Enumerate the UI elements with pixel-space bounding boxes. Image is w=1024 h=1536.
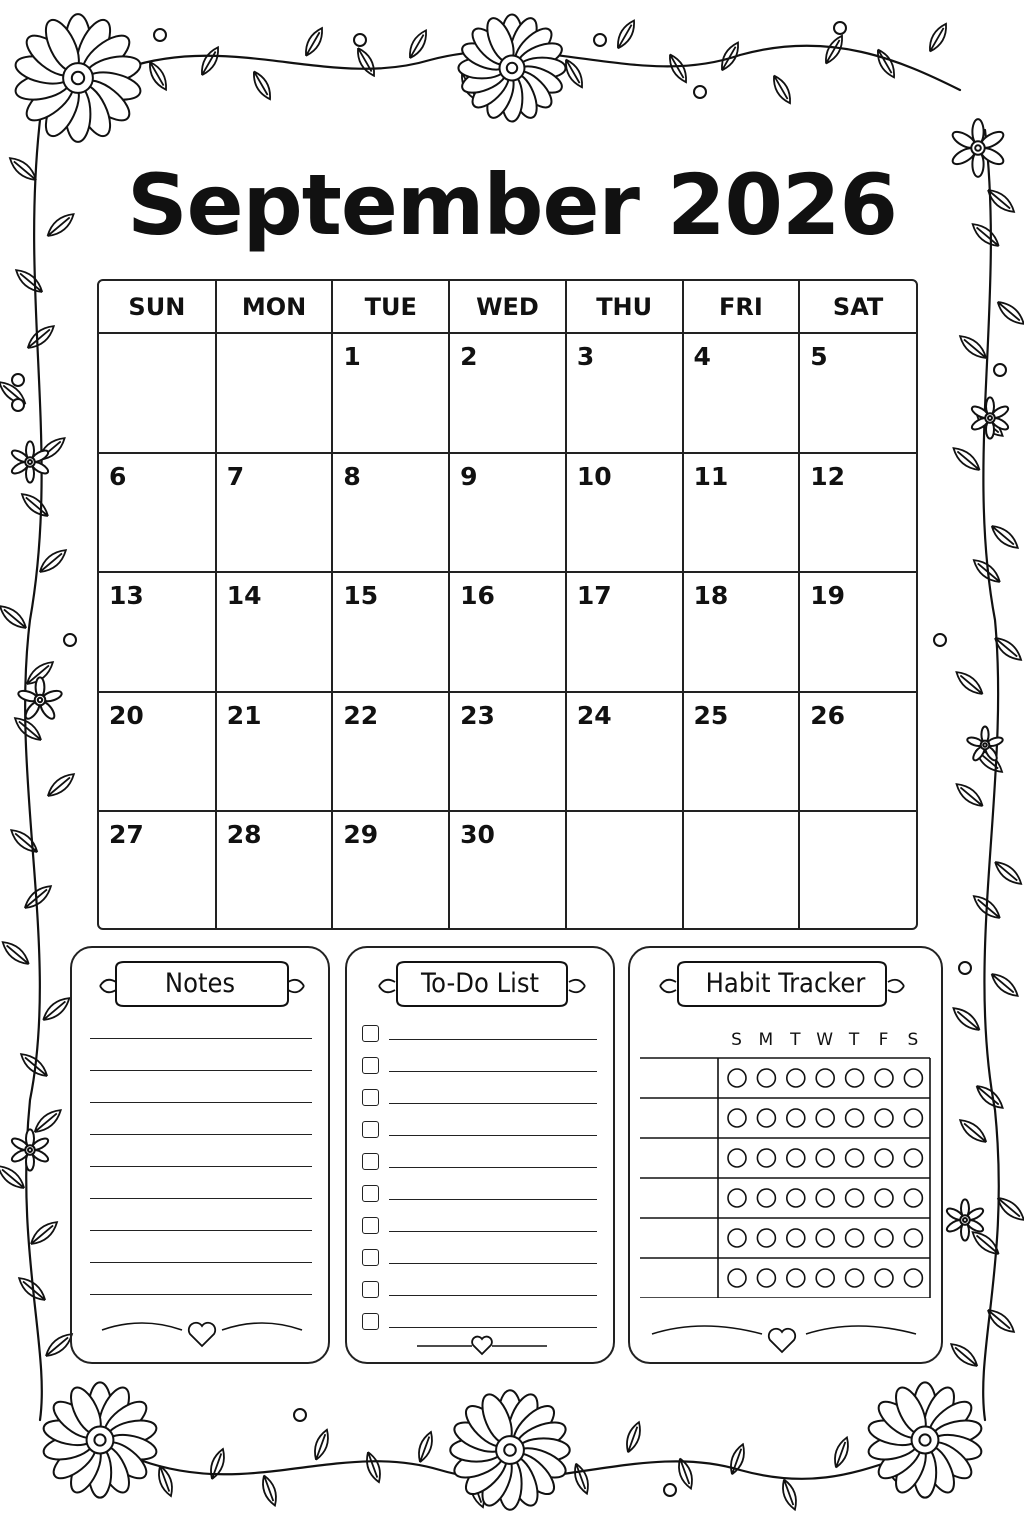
berry xyxy=(934,634,946,646)
todo-checkbox[interactable] xyxy=(362,1025,379,1042)
habit-circle[interactable] xyxy=(904,1069,922,1087)
habit-tracker-title: Habit Tracker xyxy=(705,968,866,999)
leaf xyxy=(779,1478,800,1512)
leaf-shape xyxy=(24,322,57,353)
leaf xyxy=(249,69,274,102)
note-line[interactable] xyxy=(90,1198,312,1199)
leaf-shape xyxy=(988,522,1021,553)
todo-panel xyxy=(345,946,615,1364)
leaf-shape xyxy=(561,57,586,90)
todo-checkbox[interactable] xyxy=(362,1249,379,1266)
leaf xyxy=(950,444,983,475)
leaf xyxy=(415,1430,436,1464)
flower xyxy=(945,1199,985,1240)
week-row xyxy=(99,333,916,453)
day-cell: 12 xyxy=(799,453,916,573)
flower xyxy=(13,14,143,142)
day-cell xyxy=(566,811,683,928)
leaf xyxy=(353,45,378,78)
flower-dot xyxy=(983,743,987,747)
leaf-shape xyxy=(623,1420,644,1454)
leaf-shape xyxy=(259,1474,280,1508)
weekday-tue: TUE xyxy=(332,281,449,333)
day-cell: 7 xyxy=(216,453,333,573)
habit-circle[interactable] xyxy=(904,1189,922,1207)
habit-grid xyxy=(640,1056,932,1298)
leaf xyxy=(988,970,1021,1001)
day-cell: 2 xyxy=(449,333,566,453)
habit-circle[interactable] xyxy=(787,1109,805,1127)
day-cell: 15 xyxy=(332,572,449,692)
leaf-shape xyxy=(197,45,222,78)
leaf-shape xyxy=(994,298,1024,329)
leaf xyxy=(953,668,986,699)
leaf-shape xyxy=(991,858,1024,889)
note-line[interactable] xyxy=(90,1166,312,1167)
habit-circle[interactable] xyxy=(846,1229,864,1247)
day-cell: 17 xyxy=(566,572,683,692)
berry xyxy=(12,374,24,386)
leaf-shape xyxy=(8,826,41,857)
leaf xyxy=(44,770,77,801)
vine xyxy=(25,120,42,1420)
day-cell: 13 xyxy=(99,572,216,692)
day-cell: 22 xyxy=(332,692,449,812)
todo-line[interactable] xyxy=(389,1231,597,1232)
berry xyxy=(994,364,1006,376)
todo-checkbox[interactable] xyxy=(362,1089,379,1106)
leaf-shape xyxy=(36,546,69,577)
calendar-grid xyxy=(97,279,918,930)
leaf xyxy=(831,1436,852,1470)
habit-circle[interactable] xyxy=(875,1149,893,1167)
leaf xyxy=(259,1474,280,1508)
habit-day-label: S xyxy=(731,1030,742,1050)
day-cell: 3 xyxy=(566,333,683,453)
weekday-header-row xyxy=(99,281,916,333)
todo-line[interactable] xyxy=(389,1199,597,1200)
leaf-shape xyxy=(415,1430,436,1464)
flower-dot xyxy=(988,416,992,420)
berry xyxy=(694,86,706,98)
flower-dot xyxy=(28,460,32,464)
weekday-mon: MON xyxy=(216,281,333,333)
leaf-shape xyxy=(0,938,32,969)
weekday-thu: THU xyxy=(566,281,683,333)
leaf-shape xyxy=(12,266,45,297)
leaf-shape xyxy=(31,1106,64,1137)
leaf-shape xyxy=(948,1340,981,1371)
day-cell xyxy=(99,333,216,453)
habit-circle[interactable] xyxy=(787,1229,805,1247)
note-line[interactable] xyxy=(90,1262,312,1263)
todo-line[interactable] xyxy=(389,1327,597,1328)
habit-circle[interactable] xyxy=(904,1109,922,1127)
habit-circle[interactable] xyxy=(846,1109,864,1127)
leaf xyxy=(207,1447,228,1481)
leaf xyxy=(973,1082,1006,1113)
leaf-shape xyxy=(405,28,430,61)
day-cell: 9 xyxy=(449,453,566,573)
todo-checkbox[interactable] xyxy=(362,1313,379,1330)
todo-title: To-Do List xyxy=(420,968,540,999)
leaf-shape xyxy=(571,1462,592,1496)
habit-circle[interactable] xyxy=(846,1149,864,1167)
day-cell: 21 xyxy=(216,692,333,812)
leaf xyxy=(405,28,430,61)
leaf-shape xyxy=(831,1436,852,1470)
leaf xyxy=(40,994,73,1025)
leaf-shape xyxy=(249,69,274,102)
flower-dot xyxy=(507,63,517,73)
todo-line[interactable] xyxy=(389,1135,597,1136)
note-line[interactable] xyxy=(90,1134,312,1135)
habit-circle[interactable] xyxy=(728,1069,746,1087)
leaf xyxy=(8,826,41,857)
berry xyxy=(294,1409,306,1421)
flower xyxy=(970,397,1010,438)
leaf xyxy=(925,21,950,54)
habit-circle[interactable] xyxy=(728,1189,746,1207)
habit-circle[interactable] xyxy=(846,1069,864,1087)
habit-circle[interactable] xyxy=(816,1109,834,1127)
day-cell: 16 xyxy=(449,572,566,692)
day-cell: 24 xyxy=(566,692,683,812)
todo-checkbox[interactable] xyxy=(362,1281,379,1298)
habit-circle[interactable] xyxy=(757,1229,775,1247)
flower xyxy=(10,1129,50,1170)
flower-dot xyxy=(504,1444,516,1456)
leaf xyxy=(821,33,846,66)
berry xyxy=(664,1484,676,1496)
todo-checkbox[interactable] xyxy=(362,1121,379,1138)
weekday-fri: FRI xyxy=(683,281,800,333)
note-line[interactable] xyxy=(90,1038,312,1039)
leaf xyxy=(301,25,326,58)
habit-circle[interactable] xyxy=(757,1069,775,1087)
habit-circle[interactable] xyxy=(875,1069,893,1087)
day-cell: 1 xyxy=(332,333,449,453)
leaf xyxy=(623,1420,644,1454)
habit-circle[interactable] xyxy=(757,1189,775,1207)
leaf-shape xyxy=(953,668,986,699)
habit-day-label: S xyxy=(907,1030,919,1050)
habit-circle[interactable] xyxy=(816,1189,834,1207)
habit-circle[interactable] xyxy=(787,1069,805,1087)
berry xyxy=(354,34,366,46)
leaf xyxy=(36,546,69,577)
habit-circle[interactable] xyxy=(904,1269,922,1287)
habit-day-label: M xyxy=(758,1030,774,1050)
leaf xyxy=(948,1340,981,1371)
page-title: September 2026 xyxy=(127,156,897,254)
habit-circle[interactable] xyxy=(875,1269,893,1287)
todo-checkbox[interactable] xyxy=(362,1057,379,1074)
leaf xyxy=(12,266,45,297)
leaf xyxy=(0,602,30,633)
flower-dot xyxy=(38,698,42,702)
day-cell xyxy=(216,333,333,453)
berry xyxy=(594,34,606,46)
flower-dot xyxy=(72,72,84,84)
todo-banner-decoration xyxy=(347,948,617,1366)
habit-circle[interactable] xyxy=(757,1149,775,1167)
leaf-shape xyxy=(973,1082,1006,1113)
weekday-sat: SAT xyxy=(799,281,916,333)
flower xyxy=(458,14,565,121)
leaf xyxy=(24,322,57,353)
todo-line[interactable] xyxy=(389,1071,597,1072)
note-line[interactable] xyxy=(90,1230,312,1231)
leaf xyxy=(363,1450,384,1484)
note-line[interactable] xyxy=(90,1294,312,1295)
flower xyxy=(41,1382,158,1497)
day-cell: 4 xyxy=(683,333,800,453)
weekday-wed: WED xyxy=(449,281,566,333)
habit-circle[interactable] xyxy=(875,1109,893,1127)
leaf xyxy=(988,522,1021,553)
leaf-shape xyxy=(311,1428,332,1462)
leaf-shape xyxy=(769,73,794,106)
todo-line[interactable] xyxy=(389,1295,597,1296)
notes-title: Notes xyxy=(164,968,236,999)
notes-banner-decoration xyxy=(72,948,332,1366)
habit-day-label: T xyxy=(790,1030,801,1050)
note-line[interactable] xyxy=(90,1102,312,1103)
leaf-shape xyxy=(956,332,989,363)
leaf xyxy=(311,1428,332,1462)
habit-circle[interactable] xyxy=(846,1269,864,1287)
day-cell: 11 xyxy=(683,453,800,573)
day-cell: 23 xyxy=(449,692,566,812)
leaf xyxy=(0,938,32,969)
flower xyxy=(17,677,63,721)
vine xyxy=(983,130,999,1420)
flower-dot xyxy=(94,1434,105,1445)
todo-line[interactable] xyxy=(389,1039,597,1040)
leaf xyxy=(613,18,638,51)
day-cell: 20 xyxy=(99,692,216,812)
habit-circle[interactable] xyxy=(787,1269,805,1287)
leaf-shape xyxy=(363,1450,384,1484)
habit-circle[interactable] xyxy=(728,1229,746,1247)
week-row xyxy=(99,811,916,928)
berry xyxy=(154,29,166,41)
leaf xyxy=(953,780,986,811)
day-cell: 10 xyxy=(566,453,683,573)
day-cell: 30 xyxy=(449,811,566,928)
leaf xyxy=(665,52,690,85)
habit-circle[interactable] xyxy=(816,1149,834,1167)
note-line[interactable] xyxy=(90,1070,312,1071)
flower-dot xyxy=(919,1434,930,1445)
habit-circle[interactable] xyxy=(787,1189,805,1207)
habit-circle[interactable] xyxy=(757,1269,775,1287)
leaf-shape xyxy=(207,1447,228,1481)
leaf-shape xyxy=(145,59,170,92)
leaf-shape xyxy=(953,780,986,811)
day-cell xyxy=(683,811,800,928)
leaf xyxy=(991,858,1024,889)
leaf-shape xyxy=(301,25,326,58)
leaf xyxy=(18,490,51,521)
habit-day-label: F xyxy=(878,1030,889,1050)
todo-checkbox[interactable] xyxy=(362,1217,379,1234)
flower-dot xyxy=(28,1148,32,1152)
flower-dot xyxy=(963,1218,967,1222)
week-row xyxy=(99,453,916,573)
todo-line[interactable] xyxy=(389,1167,597,1168)
flower xyxy=(866,1382,983,1497)
leaf xyxy=(145,59,170,92)
notes-panel xyxy=(70,946,330,1364)
habit-circle[interactable] xyxy=(816,1229,834,1247)
weekday-sun: SUN xyxy=(99,281,216,333)
leaf-shape xyxy=(27,1218,60,1249)
flower xyxy=(450,1390,569,1509)
habit-circle[interactable] xyxy=(757,1109,775,1127)
berry xyxy=(959,962,971,974)
leaf-shape xyxy=(957,1116,990,1147)
leaf-shape xyxy=(925,21,950,54)
leaf-shape xyxy=(665,52,690,85)
leaf-shape xyxy=(613,18,638,51)
day-cell: 27 xyxy=(99,811,216,928)
berry xyxy=(12,399,24,411)
habit-circle[interactable] xyxy=(875,1229,893,1247)
habit-circle[interactable] xyxy=(875,1189,893,1207)
leaf-shape xyxy=(0,1162,28,1193)
leaf-shape xyxy=(44,770,77,801)
berry xyxy=(834,22,846,34)
leaf-shape xyxy=(0,602,30,633)
habit-circle[interactable] xyxy=(728,1269,746,1287)
habit-circle[interactable] xyxy=(816,1069,834,1087)
habit-day-label: W xyxy=(816,1030,834,1050)
day-cell: 26 xyxy=(799,692,916,812)
leaf xyxy=(950,1004,983,1035)
leaf xyxy=(0,1162,28,1193)
habit-circle[interactable] xyxy=(728,1149,746,1167)
leaf-shape xyxy=(950,1004,983,1035)
day-cell: 28 xyxy=(216,811,333,928)
leaf-shape xyxy=(873,47,898,80)
day-cell xyxy=(799,811,916,928)
habit-circle[interactable] xyxy=(846,1189,864,1207)
leaf xyxy=(994,298,1024,329)
habit-circle[interactable] xyxy=(904,1229,922,1247)
leaf xyxy=(956,332,989,363)
leaf xyxy=(873,47,898,80)
leaf-shape xyxy=(988,970,1021,1001)
day-cell: 8 xyxy=(332,453,449,573)
habit-circle[interactable] xyxy=(816,1269,834,1287)
leaf xyxy=(31,1106,64,1137)
leaf xyxy=(197,45,222,78)
day-cell: 29 xyxy=(332,811,449,928)
todo-checkbox[interactable] xyxy=(362,1185,379,1202)
leaf-shape xyxy=(779,1478,800,1512)
leaf xyxy=(561,57,586,90)
day-cell: 14 xyxy=(216,572,333,692)
leaf-shape xyxy=(18,490,51,521)
leaf xyxy=(27,1218,60,1249)
leaf xyxy=(769,73,794,106)
leaf-shape xyxy=(353,45,378,78)
leaf xyxy=(957,1116,990,1147)
leaf-shape xyxy=(950,444,983,475)
week-row xyxy=(99,572,916,692)
week-row xyxy=(99,692,916,812)
day-cell: 25 xyxy=(683,692,800,812)
habit-circle[interactable] xyxy=(728,1109,746,1127)
leaf xyxy=(571,1462,592,1496)
habit-day-label: T xyxy=(848,1030,860,1050)
habit-circle[interactable] xyxy=(904,1149,922,1167)
day-cell: 18 xyxy=(683,572,800,692)
day-cell: 19 xyxy=(799,572,916,692)
todo-checkbox[interactable] xyxy=(362,1153,379,1170)
leaf-shape xyxy=(40,994,73,1025)
todo-line[interactable] xyxy=(389,1103,597,1104)
day-cell: 6 xyxy=(99,453,216,573)
habit-circle[interactable] xyxy=(787,1149,805,1167)
leaf-shape xyxy=(821,33,846,66)
todo-line[interactable] xyxy=(389,1263,597,1264)
day-cell: 5 xyxy=(799,333,916,453)
berry xyxy=(64,634,76,646)
